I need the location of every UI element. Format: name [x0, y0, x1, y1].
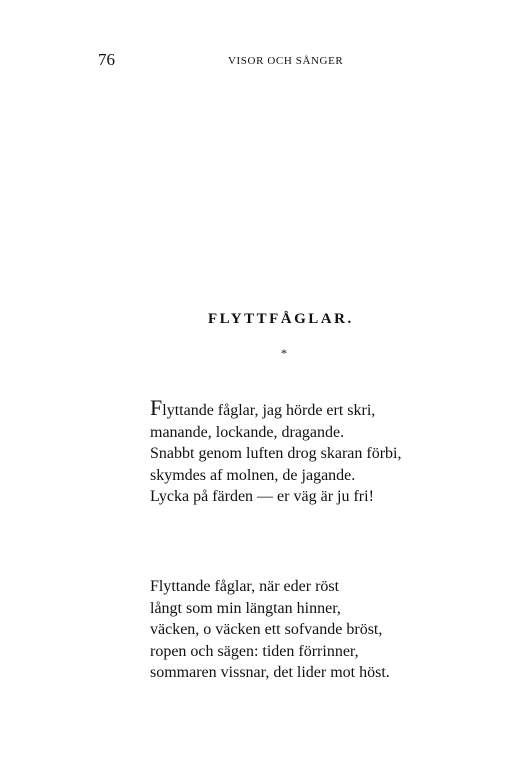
stanza-1-line-3: Snabbt genom luften drog skaran förbi,	[150, 445, 402, 462]
stanza-1	[150, 395, 402, 508]
stanza-2-line-4: ropen och sägen: tiden förrinner,	[150, 642, 359, 660]
stanza-2-line-5: sommaren vissnar, det lider mot höst.	[150, 664, 390, 681]
ornament-asterisk: *	[281, 346, 287, 360]
stanza-1-line-2: manande, lockande, dragande.	[150, 423, 345, 441]
running-head: VISOR OCH SÅNGER	[228, 55, 344, 67]
stanza-1-line-1-text: lyttande fåglar, jag hörde ert skri,	[162, 402, 376, 419]
page-number: 76	[98, 50, 115, 69]
stanza-1-line-1	[150, 395, 402, 422]
drop-cap-letter: F	[150, 395, 163, 420]
stanza-2	[150, 576, 390, 684]
stanza-2-line-1: Flyttande fåglar, när eder röst	[150, 578, 340, 595]
stanza-2-line-2: långt som min längtan hinner,	[150, 599, 341, 617]
stanza-1-line-5: Lycka på färden — er väg är ju fri!	[150, 488, 374, 505]
poem-title: FLYTTFÅGLAR.	[208, 311, 354, 327]
stanza-2-line-3: väcken, o väcken ett sofvande bröst,	[150, 621, 383, 638]
stanza-1-line-4: skymdes af molnen, de jagande.	[150, 466, 356, 484]
